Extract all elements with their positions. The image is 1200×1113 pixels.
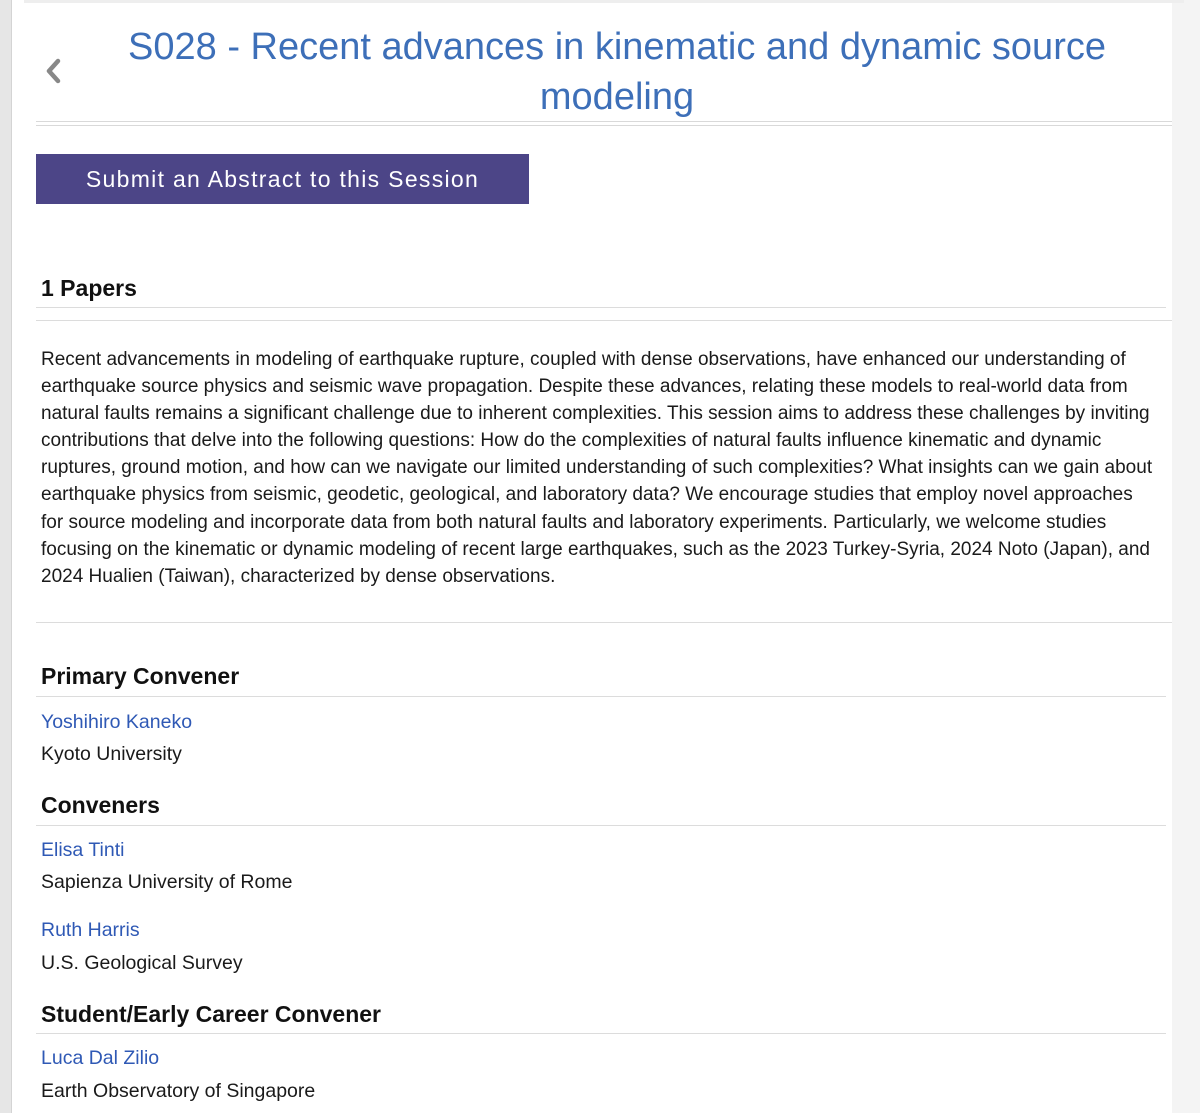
top-edge bbox=[24, 0, 1184, 3]
convener-name-link[interactable]: Elisa Tinti bbox=[41, 839, 125, 861]
student-convener-affiliation: Earth Observatory of Singapore bbox=[41, 1080, 316, 1102]
session-content bbox=[12, 0, 1172, 1113]
right-sidebar-edge bbox=[1172, 0, 1200, 1113]
primary-convener-divider bbox=[36, 696, 1166, 697]
primary-convener-name-link[interactable]: Yoshihiro Kaneko bbox=[41, 711, 193, 733]
title-divider bbox=[36, 121, 1172, 126]
chevron-left-icon bbox=[42, 56, 64, 86]
session-description: Recent advancements in modeling of earthquake rupture, coupled with dense observations, have enhanced our understanding of earthquake source physics and seismic wave propagation. Despite these advances, relating these models to real-world data from natural faults remains a significant challenge due to inherent complexities. This session aims to address these challenges by inviting contributions that delve into the following questions: How do the complexities of natural faults influence kinematic and dynamic ruptures, ground motion, and how can we navigate our limited understanding of such complexities? What insights can we gain about earthquake physics from seismic, geodetic, geological, and laboratory data? We encourage studies that employ novel approaches for source modeling and incorporate data from both natural faults and laboratory experiments. Particularly, we welcome studies focusing on the kinematic or dynamic modeling of recent large earthquakes, such as the 2023 Turkey-Syria, 2024 Noto (Japan), and 2024 Hualien (Taiwan), characterized by dense observations. bbox=[41, 349, 1153, 587]
convener-name-link[interactable]: Ruth Harris bbox=[41, 919, 140, 941]
left-sidebar-edge bbox=[0, 0, 12, 1113]
convener-affiliation: U.S. Geological Survey bbox=[41, 952, 243, 974]
primary-convener-affiliation: Kyoto University bbox=[41, 743, 182, 765]
description-top-divider bbox=[36, 320, 1172, 321]
papers-divider bbox=[36, 307, 1166, 308]
description-bottom-divider bbox=[36, 622, 1172, 623]
papers-count-heading: 1 Papers bbox=[41, 275, 137, 301]
convener-affiliation: Sapienza University of Rome bbox=[41, 871, 293, 893]
conveners-divider bbox=[36, 825, 1166, 826]
student-convener-name-link[interactable]: Luca Dal Zilio bbox=[41, 1047, 160, 1069]
submit-abstract-button[interactable]: Submit an Abstract to this Session bbox=[36, 154, 529, 204]
student-convener-heading: Student/Early Career Convener bbox=[41, 1001, 382, 1027]
conveners-heading: Conveners bbox=[41, 792, 160, 818]
student-convener-divider bbox=[36, 1033, 1166, 1034]
primary-convener-heading: Primary Convener bbox=[41, 663, 240, 689]
session-title: S028 - Recent advances in kinematic and dynamic source modeling bbox=[128, 26, 1106, 118]
back-button[interactable] bbox=[38, 54, 68, 88]
